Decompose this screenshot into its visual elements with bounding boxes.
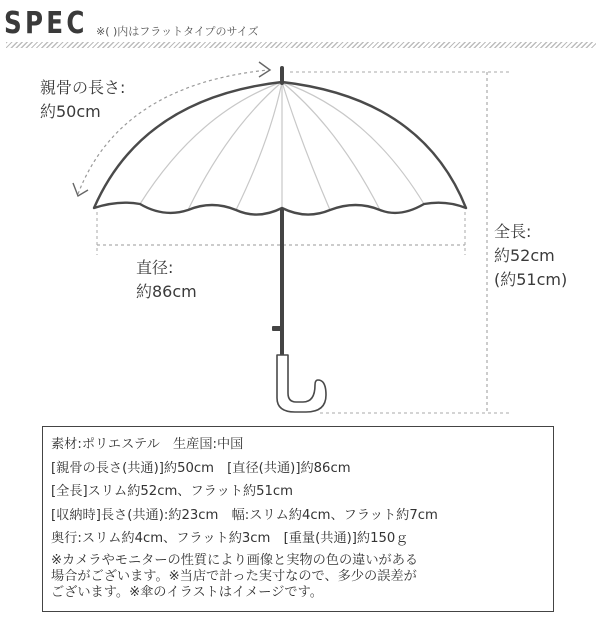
diameter-value: 約86cm (136, 282, 197, 301)
total-length-flat-value: (約51cm) (494, 270, 568, 289)
total-length-title: 全長: (494, 222, 532, 241)
umbrella-canopy (94, 82, 466, 215)
total-length-value: 約52cm (494, 246, 555, 265)
disclaimer-line: ※カメラやモニターの性質により画像と実物の色の違いがある (51, 552, 419, 568)
spec-title: SPEC (4, 6, 88, 41)
disclaimer-note (51, 553, 547, 601)
spec-details-box (42, 426, 554, 612)
shaft-button (272, 326, 281, 331)
rib-length-label (40, 76, 125, 124)
spec-line-folded-size: [収納時]長さ(共通):約23cm 幅:スリム約4cm、フラット約7cm (51, 507, 438, 523)
total-length-label (494, 220, 567, 292)
disclaimer-line: 場合がございます。※当店で計った実寸なので、多少の誤差が (51, 568, 417, 584)
rib-length-title: 親骨の長さ: (40, 78, 126, 97)
diameter-title: 直径: (136, 258, 174, 277)
disclaimer-line: ございます。※傘のイラストはイメージです。 (51, 584, 323, 600)
spec-line-depth-weight: 奥行:スリム約4cm、フラット約3cm [重量(共通)]約150ｇ (51, 531, 409, 546)
umbrella-handle (277, 355, 326, 412)
diameter-label (136, 256, 197, 304)
rib-length-value: 約50cm (40, 102, 101, 121)
spec-line-material: 素材:ポリエステル 生産国:中国 (51, 437, 244, 452)
canopy-panel-lines (140, 82, 424, 210)
spec-line-rib-diameter: [親骨の長さ(共通)]約50cm [直径(共通)]約86cm (51, 460, 351, 476)
spec-line-total-length: [全長]スリム約52cm、フラット約51cm (51, 484, 294, 499)
size-note: ※( )内はフラットタイプのサイズ (96, 25, 259, 38)
